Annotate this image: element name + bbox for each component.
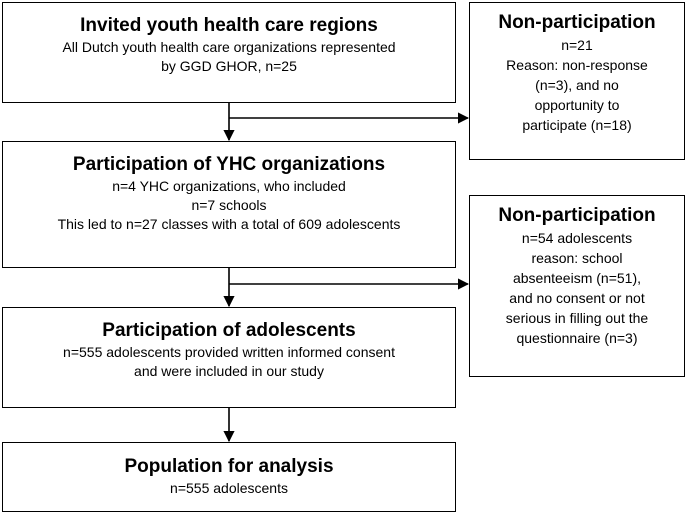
invited-regions-line: by GGD GHOR, n=25	[161, 58, 297, 74]
nonparticipation-adolescents-line: questionnaire (n=3)	[516, 330, 638, 346]
participation-yhc-title: Participation of YHC organizations	[72, 154, 386, 175]
nonparticipation-regions-line: Reason: non-response	[506, 57, 648, 73]
nonparticipation-adolescents-title: Non-participation	[498, 205, 656, 226]
nonparticipation-regions-line: participate (n=18)	[522, 117, 632, 133]
nonparticipation-adolescents-line: n=54 adolescents	[521, 230, 633, 246]
nonparticipation-adolescents-line: reason: school	[531, 250, 623, 266]
invited-regions-line: All Dutch youth health care organizations represented	[62, 39, 396, 55]
participation-yhc-line: n=7 schools	[191, 197, 267, 213]
nonparticipation-adolescents-line: absenteeism (n=51),	[512, 270, 642, 286]
nonparticipation-adolescents-line: and no consent or not	[509, 290, 645, 306]
participation-adolescents-line: n=555 adolescents provided written informed consent	[63, 344, 395, 360]
participation-adolescents-line: and were included in our study	[134, 363, 324, 379]
participation-yhc-line: n=4 YHC organizations, who included	[112, 178, 346, 194]
nonparticipation-regions-line: opportunity to	[534, 97, 620, 113]
participation-yhc-line: This led to n=27 classes with a total of 609 adolescents	[57, 216, 401, 232]
invited-regions-title: Invited youth health care regions	[80, 15, 378, 36]
nonparticipation-regions-title: Non-participation	[498, 12, 656, 33]
nonparticipation-regions-line: (n=3), and no	[535, 77, 619, 93]
participation-adolescents-title: Participation of adolescents	[102, 320, 356, 341]
population-analysis-title: Population for analysis	[124, 456, 334, 477]
population-analysis-line: n=555 adolescents	[170, 480, 288, 496]
nonparticipation-adolescents-line: serious in filling out the	[505, 310, 649, 326]
nonparticipation-regions-line: n=21	[561, 37, 593, 53]
